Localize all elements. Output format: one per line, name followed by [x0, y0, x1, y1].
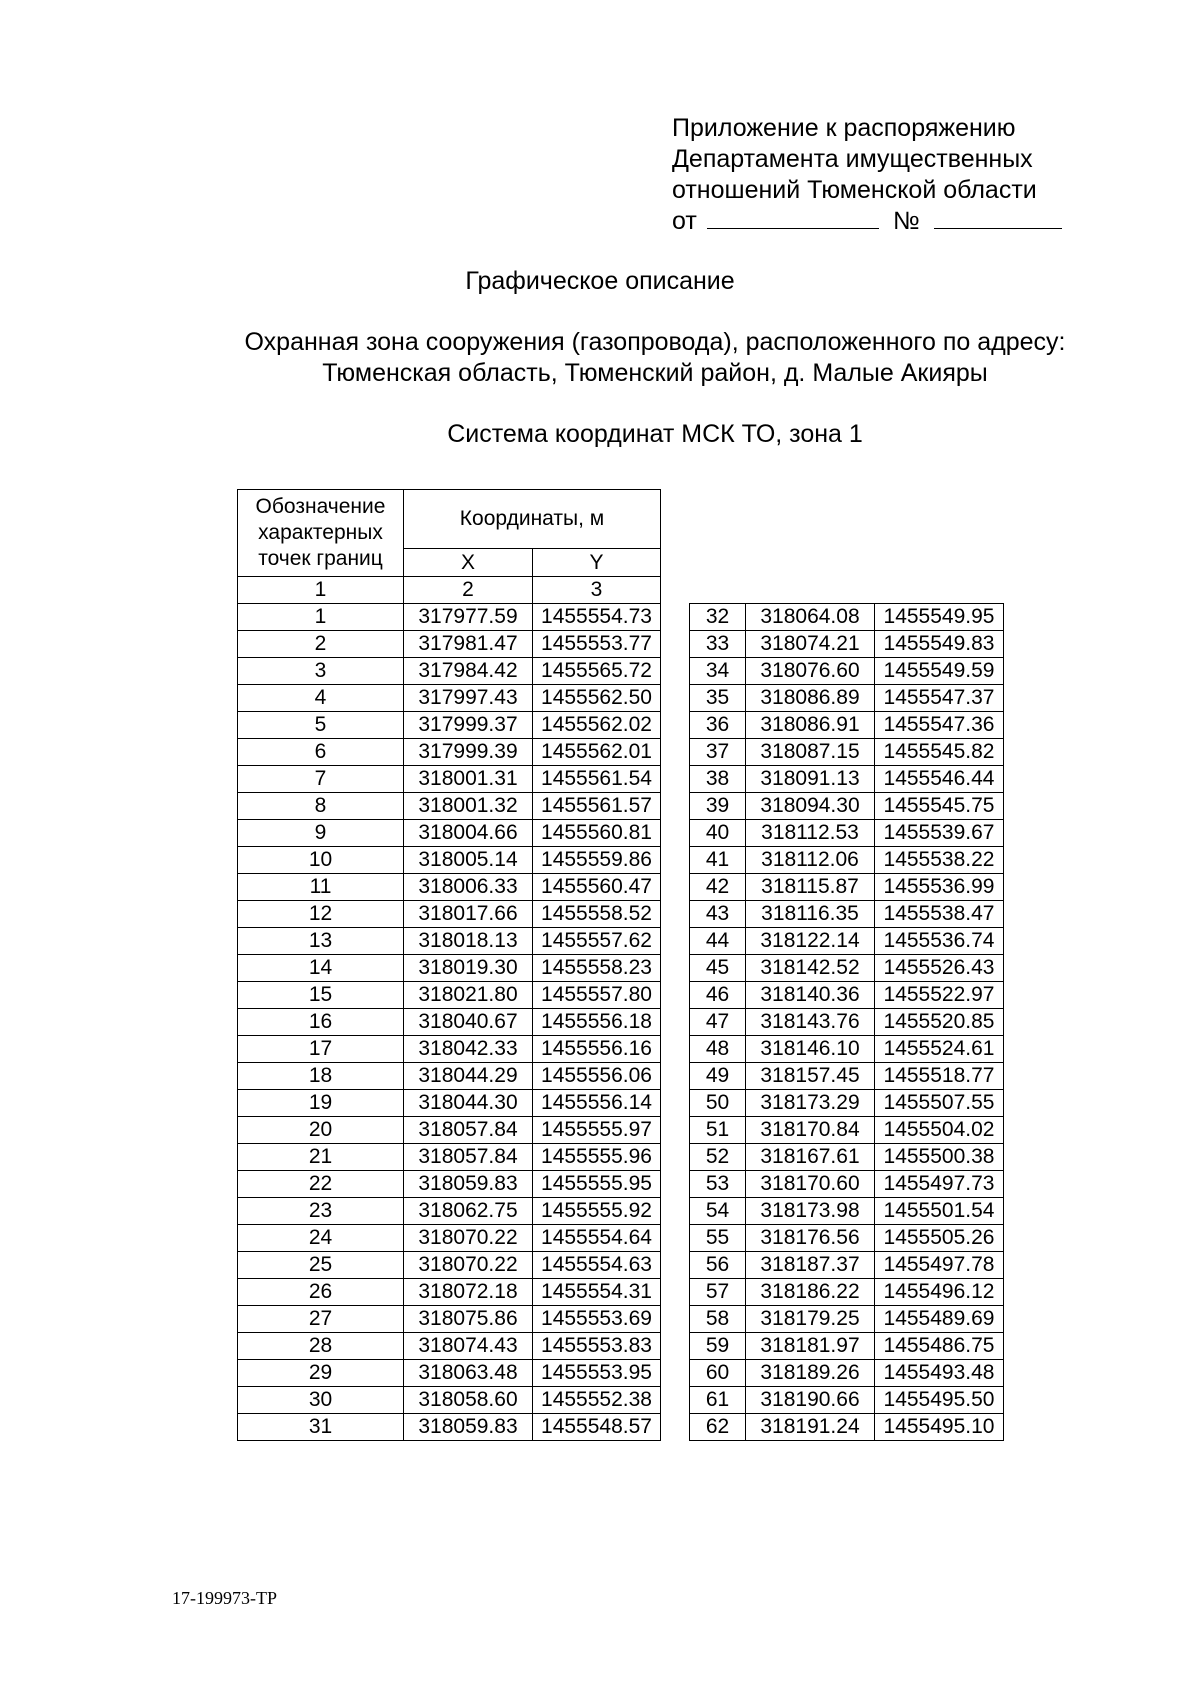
point-number-cell: 36 — [690, 712, 746, 739]
y-coordinate-cell: 1455495.50 — [875, 1387, 1004, 1414]
column-number: 1 — [238, 577, 404, 604]
coordinate-system: Система координат МСК ТО, зона 1 — [447, 420, 863, 448]
point-number-cell: 38 — [690, 766, 746, 793]
table-row — [238, 1090, 661, 1117]
point-number-cell: 1 — [238, 604, 404, 631]
y-coordinate-cell: 1455507.55 — [875, 1090, 1004, 1117]
coordinates-header: Координаты, м — [404, 490, 661, 549]
y-coordinate-cell: 1455549.95 — [875, 604, 1004, 631]
x-coordinate-cell: 318094.30 — [746, 793, 875, 820]
appendix-line-1: Приложение к распоряжению — [672, 114, 1016, 142]
x-coordinate-cell: 318059.83 — [404, 1171, 533, 1198]
table-row — [238, 712, 661, 739]
x-coordinate-cell: 318112.53 — [746, 820, 875, 847]
table-row — [690, 1063, 1004, 1090]
y-coordinate-cell: 1455556.06 — [533, 1063, 661, 1090]
x-coordinate-cell: 318115.87 — [746, 874, 875, 901]
y-coordinate-cell: 1455555.97 — [533, 1117, 661, 1144]
table-row — [690, 766, 1004, 793]
table-row — [238, 1225, 661, 1252]
table-row — [238, 955, 661, 982]
table-row — [238, 1252, 661, 1279]
table-row — [690, 1117, 1004, 1144]
table-row — [690, 901, 1004, 928]
table-row — [238, 604, 661, 631]
x-coordinate-cell: 318181.97 — [746, 1333, 875, 1360]
y-coordinate-cell: 1455554.73 — [533, 604, 661, 631]
table-row — [690, 631, 1004, 658]
point-number-cell: 10 — [238, 847, 404, 874]
point-number-cell: 24 — [238, 1225, 404, 1252]
y-coordinate-cell: 1455500.38 — [875, 1144, 1004, 1171]
point-number-cell: 20 — [238, 1117, 404, 1144]
point-number-cell: 33 — [690, 631, 746, 658]
point-number-cell: 50 — [690, 1090, 746, 1117]
point-number-cell: 48 — [690, 1036, 746, 1063]
y-coordinate-cell: 1455495.10 — [875, 1414, 1004, 1441]
x-coordinate-cell: 318173.29 — [746, 1090, 875, 1117]
y-coordinate-cell: 1455562.02 — [533, 712, 661, 739]
x-coordinate-cell: 318091.13 — [746, 766, 875, 793]
table-row — [690, 982, 1004, 1009]
point-number-cell: 15 — [238, 982, 404, 1009]
table-row — [238, 1198, 661, 1225]
y-coordinate-cell: 1455554.64 — [533, 1225, 661, 1252]
table-row — [238, 1036, 661, 1063]
point-number-cell: 53 — [690, 1171, 746, 1198]
table-row — [690, 1414, 1004, 1441]
table-row — [690, 739, 1004, 766]
point-number-cell: 41 — [690, 847, 746, 874]
point-number-cell: 5 — [238, 712, 404, 739]
y-coordinate-cell: 1455553.83 — [533, 1333, 661, 1360]
point-number-cell: 57 — [690, 1279, 746, 1306]
x-coordinate-cell: 317999.37 — [404, 712, 533, 739]
table-row — [238, 1414, 661, 1441]
x-coordinate-cell: 317977.59 — [404, 604, 533, 631]
x-coordinate-cell: 318062.75 — [404, 1198, 533, 1225]
x-coordinate-cell: 318187.37 — [746, 1252, 875, 1279]
y-coordinate-cell: 1455518.77 — [875, 1063, 1004, 1090]
y-coordinate-cell: 1455538.22 — [875, 847, 1004, 874]
table-row — [238, 1333, 661, 1360]
y-coordinate-cell: 1455547.37 — [875, 685, 1004, 712]
point-number-cell: 43 — [690, 901, 746, 928]
x-coordinate-cell: 318173.98 — [746, 1198, 875, 1225]
point-number-cell: 56 — [690, 1252, 746, 1279]
table-row — [690, 820, 1004, 847]
table-row — [238, 1306, 661, 1333]
x-coordinate-cell: 318143.76 — [746, 1009, 875, 1036]
x-coordinate-cell: 318086.89 — [746, 685, 875, 712]
table-row — [238, 901, 661, 928]
x-coordinate-cell: 318004.66 — [404, 820, 533, 847]
x-coordinate-cell: 318167.61 — [746, 1144, 875, 1171]
point-number-cell: 52 — [690, 1144, 746, 1171]
document-title: Графическое описание — [465, 267, 735, 295]
point-number-cell: 59 — [690, 1333, 746, 1360]
x-coordinate-cell: 317997.43 — [404, 685, 533, 712]
table-row — [690, 793, 1004, 820]
x-coordinate-cell: 318170.84 — [746, 1117, 875, 1144]
point-number-cell: 12 — [238, 901, 404, 928]
table-row — [690, 1387, 1004, 1414]
x-coordinate-cell: 318075.86 — [404, 1306, 533, 1333]
point-number-cell: 22 — [238, 1171, 404, 1198]
point-number-cell: 18 — [238, 1063, 404, 1090]
y-coordinate-cell: 1455496.12 — [875, 1279, 1004, 1306]
point-number-cell: 26 — [238, 1279, 404, 1306]
table-row — [238, 1387, 661, 1414]
x-coordinate-cell: 318070.22 — [404, 1252, 533, 1279]
y-coordinate-cell: 1455526.43 — [875, 955, 1004, 982]
x-coordinate-cell: 317999.39 — [404, 739, 533, 766]
number-label: № — [892, 207, 920, 235]
point-number-cell: 45 — [690, 955, 746, 982]
y-coordinate-cell: 1455545.75 — [875, 793, 1004, 820]
column-number: 2 — [404, 577, 533, 604]
table-row — [238, 874, 661, 901]
y-coordinate-cell: 1455505.26 — [875, 1225, 1004, 1252]
y-coordinate-cell: 1455557.62 — [533, 928, 661, 955]
point-number-cell: 27 — [238, 1306, 404, 1333]
table-row — [238, 793, 661, 820]
x-coordinate-cell: 318190.66 — [746, 1387, 875, 1414]
coordinates-table-right — [689, 603, 1004, 1441]
table-row — [690, 1225, 1004, 1252]
y-coordinate-cell: 1455546.44 — [875, 766, 1004, 793]
x-coordinate-cell: 318074.21 — [746, 631, 875, 658]
point-number-cell: 39 — [690, 793, 746, 820]
y-coordinate-cell: 1455555.96 — [533, 1144, 661, 1171]
point-number-cell: 37 — [690, 739, 746, 766]
table-row — [690, 685, 1004, 712]
point-number-cell: 6 — [238, 739, 404, 766]
point-number-cell: 54 — [690, 1198, 746, 1225]
point-number-cell: 17 — [238, 1036, 404, 1063]
table-row — [690, 712, 1004, 739]
x-coordinate-cell: 318044.29 — [404, 1063, 533, 1090]
from-label: от — [672, 207, 697, 235]
y-header: Y — [533, 549, 661, 577]
table-row — [690, 1198, 1004, 1225]
table-row — [238, 847, 661, 874]
point-number-cell: 8 — [238, 793, 404, 820]
x-coordinate-cell: 318019.30 — [404, 955, 533, 982]
point-number-cell: 60 — [690, 1360, 746, 1387]
x-coordinate-cell: 318122.14 — [746, 928, 875, 955]
table-row — [690, 955, 1004, 982]
point-number-cell: 16 — [238, 1009, 404, 1036]
x-coordinate-cell: 318063.48 — [404, 1360, 533, 1387]
point-number-cell: 3 — [238, 658, 404, 685]
table-row — [690, 847, 1004, 874]
point-number-cell: 62 — [690, 1414, 746, 1441]
right-table-body — [690, 604, 1004, 1441]
x-coordinate-cell: 318142.52 — [746, 955, 875, 982]
zone-description — [55, 327, 1200, 389]
table-row — [690, 1252, 1004, 1279]
x-coordinate-cell: 318146.10 — [746, 1036, 875, 1063]
y-coordinate-cell: 1455556.18 — [533, 1009, 661, 1036]
table-row — [238, 1171, 661, 1198]
x-coordinate-cell: 318176.56 — [746, 1225, 875, 1252]
x-coordinate-cell: 318064.08 — [746, 604, 875, 631]
x-coordinate-cell: 318044.30 — [404, 1090, 533, 1117]
y-coordinate-cell: 1455556.14 — [533, 1090, 661, 1117]
table-row — [690, 658, 1004, 685]
date-blank — [707, 206, 879, 229]
point-number-cell: 28 — [238, 1333, 404, 1360]
table-row — [238, 1279, 661, 1306]
y-coordinate-cell: 1455549.83 — [875, 631, 1004, 658]
x-coordinate-cell: 318112.06 — [746, 847, 875, 874]
y-coordinate-cell: 1455536.74 — [875, 928, 1004, 955]
point-number-cell: 13 — [238, 928, 404, 955]
table-row — [690, 1171, 1004, 1198]
y-coordinate-cell: 1455553.69 — [533, 1306, 661, 1333]
table-row — [690, 1306, 1004, 1333]
y-coordinate-cell: 1455561.54 — [533, 766, 661, 793]
y-coordinate-cell: 1455536.99 — [875, 874, 1004, 901]
x-coordinate-cell: 318170.60 — [746, 1171, 875, 1198]
point-number-cell: 61 — [690, 1387, 746, 1414]
table-row — [238, 928, 661, 955]
x-coordinate-cell: 318074.43 — [404, 1333, 533, 1360]
point-number-cell: 23 — [238, 1198, 404, 1225]
y-coordinate-cell: 1455562.50 — [533, 685, 661, 712]
y-coordinate-cell: 1455549.59 — [875, 658, 1004, 685]
table-row — [238, 766, 661, 793]
zone-description-line-1: Охранная зона сооружения (газопровода), расположенного по адресу: — [244, 328, 1066, 356]
table-row — [690, 1360, 1004, 1387]
x-coordinate-cell: 318072.18 — [404, 1279, 533, 1306]
point-number-cell: 25 — [238, 1252, 404, 1279]
table-row — [238, 685, 661, 712]
point-number-cell: 58 — [690, 1306, 746, 1333]
x-coordinate-cell: 318140.36 — [746, 982, 875, 1009]
y-coordinate-cell: 1455556.16 — [533, 1036, 661, 1063]
y-coordinate-cell: 1455558.23 — [533, 955, 661, 982]
y-coordinate-cell: 1455560.81 — [533, 820, 661, 847]
point-number-cell: 7 — [238, 766, 404, 793]
table-row — [690, 1279, 1004, 1306]
appendix-date-number-line — [672, 206, 1062, 237]
table-row — [690, 1036, 1004, 1063]
x-coordinate-cell: 318070.22 — [404, 1225, 533, 1252]
point-number-cell: 47 — [690, 1009, 746, 1036]
table-row — [238, 1144, 661, 1171]
point-number-cell: 49 — [690, 1063, 746, 1090]
point-number-cell: 4 — [238, 685, 404, 712]
y-coordinate-cell: 1455565.72 — [533, 658, 661, 685]
y-coordinate-cell: 1455538.47 — [875, 901, 1004, 928]
point-number-cell: 32 — [690, 604, 746, 631]
x-coordinate-cell: 318076.60 — [746, 658, 875, 685]
x-coordinate-cell: 317981.47 — [404, 631, 533, 658]
x-header: X — [404, 549, 533, 577]
document-number: 17-199973-ТР — [172, 1588, 277, 1608]
x-coordinate-cell: 318179.25 — [746, 1306, 875, 1333]
table-row — [690, 1009, 1004, 1036]
table-row — [238, 631, 661, 658]
x-coordinate-cell: 318157.45 — [746, 1063, 875, 1090]
y-coordinate-cell: 1455548.57 — [533, 1414, 661, 1441]
y-coordinate-cell: 1455497.78 — [875, 1252, 1004, 1279]
y-coordinate-cell: 1455560.47 — [533, 874, 661, 901]
x-coordinate-cell: 318001.31 — [404, 766, 533, 793]
y-coordinate-cell: 1455539.67 — [875, 820, 1004, 847]
appendix-line-2: Департамента имущественных — [672, 145, 1033, 173]
table-row — [238, 820, 661, 847]
point-number-cell: 2 — [238, 631, 404, 658]
x-coordinate-cell: 318006.33 — [404, 874, 533, 901]
point-number-cell: 9 — [238, 820, 404, 847]
y-coordinate-cell: 1455524.61 — [875, 1036, 1004, 1063]
y-coordinate-cell: 1455557.80 — [533, 982, 661, 1009]
coordinates-table-left — [237, 489, 661, 1441]
y-coordinate-cell: 1455493.48 — [875, 1360, 1004, 1387]
x-coordinate-cell: 318017.66 — [404, 901, 533, 928]
column-number: 3 — [533, 577, 661, 604]
table-row — [238, 1063, 661, 1090]
x-coordinate-cell: 318057.84 — [404, 1144, 533, 1171]
table-row — [690, 1090, 1004, 1117]
zone-description-line-2: Тюменская область, Тюменский район, д. Малые Акияры — [322, 359, 988, 387]
y-coordinate-cell: 1455547.36 — [875, 712, 1004, 739]
y-coordinate-cell: 1455522.97 — [875, 982, 1004, 1009]
x-coordinate-cell: 318116.35 — [746, 901, 875, 928]
y-coordinate-cell: 1455553.77 — [533, 631, 661, 658]
point-number-cell: 35 — [690, 685, 746, 712]
x-coordinate-cell: 318001.32 — [404, 793, 533, 820]
y-coordinate-cell: 1455520.85 — [875, 1009, 1004, 1036]
point-number-cell: 34 — [690, 658, 746, 685]
y-coordinate-cell: 1455554.63 — [533, 1252, 661, 1279]
y-coordinate-cell: 1455497.73 — [875, 1171, 1004, 1198]
x-coordinate-cell: 318087.15 — [746, 739, 875, 766]
point-number-cell: 40 — [690, 820, 746, 847]
table-row — [238, 982, 661, 1009]
point-number-cell: 14 — [238, 955, 404, 982]
x-coordinate-cell: 318058.60 — [404, 1387, 533, 1414]
x-coordinate-cell: 318021.80 — [404, 982, 533, 1009]
point-number-cell: 19 — [238, 1090, 404, 1117]
y-coordinate-cell: 1455554.31 — [533, 1279, 661, 1306]
table-row — [690, 928, 1004, 955]
table-row — [238, 739, 661, 766]
x-coordinate-cell: 318057.84 — [404, 1117, 533, 1144]
table-row — [690, 874, 1004, 901]
left-table-body — [238, 604, 661, 1441]
table-row — [238, 658, 661, 685]
point-number-cell: 42 — [690, 874, 746, 901]
y-coordinate-cell: 1455552.38 — [533, 1387, 661, 1414]
table-row — [690, 604, 1004, 631]
y-coordinate-cell: 1455555.95 — [533, 1171, 661, 1198]
y-coordinate-cell: 1455562.01 — [533, 739, 661, 766]
x-coordinate-cell: 318189.26 — [746, 1360, 875, 1387]
x-coordinate-cell: 318059.83 — [404, 1414, 533, 1441]
point-number-cell: 51 — [690, 1117, 746, 1144]
appendix-block — [672, 113, 1062, 237]
x-coordinate-cell: 318018.13 — [404, 928, 533, 955]
appendix-line-3: отношений Тюменской области — [672, 176, 1037, 204]
point-designation-header: Обозначение характерных точек границ — [238, 490, 404, 577]
y-coordinate-cell: 1455559.86 — [533, 847, 661, 874]
x-coordinate-cell: 317984.42 — [404, 658, 533, 685]
x-coordinate-cell: 318040.67 — [404, 1009, 533, 1036]
point-number-cell: 29 — [238, 1360, 404, 1387]
y-coordinate-cell: 1455561.57 — [533, 793, 661, 820]
point-number-cell: 44 — [690, 928, 746, 955]
point-number-cell: 31 — [238, 1414, 404, 1441]
point-number-cell: 30 — [238, 1387, 404, 1414]
y-coordinate-cell: 1455489.69 — [875, 1306, 1004, 1333]
y-coordinate-cell: 1455486.75 — [875, 1333, 1004, 1360]
point-number-cell: 46 — [690, 982, 746, 1009]
y-coordinate-cell: 1455555.92 — [533, 1198, 661, 1225]
table-row — [690, 1144, 1004, 1171]
x-coordinate-cell: 318191.24 — [746, 1414, 875, 1441]
y-coordinate-cell: 1455558.52 — [533, 901, 661, 928]
y-coordinate-cell: 1455545.82 — [875, 739, 1004, 766]
point-number-cell: 11 — [238, 874, 404, 901]
point-number-cell: 55 — [690, 1225, 746, 1252]
table-row — [238, 1360, 661, 1387]
number-blank — [934, 206, 1062, 229]
x-coordinate-cell: 318086.91 — [746, 712, 875, 739]
table-row — [690, 1333, 1004, 1360]
x-coordinate-cell: 318042.33 — [404, 1036, 533, 1063]
x-coordinate-cell: 318005.14 — [404, 847, 533, 874]
y-coordinate-cell: 1455553.95 — [533, 1360, 661, 1387]
y-coordinate-cell: 1455504.02 — [875, 1117, 1004, 1144]
y-coordinate-cell: 1455501.54 — [875, 1198, 1004, 1225]
x-coordinate-cell: 318186.22 — [746, 1279, 875, 1306]
table-row — [238, 1117, 661, 1144]
point-number-cell: 21 — [238, 1144, 404, 1171]
table-row — [238, 1009, 661, 1036]
